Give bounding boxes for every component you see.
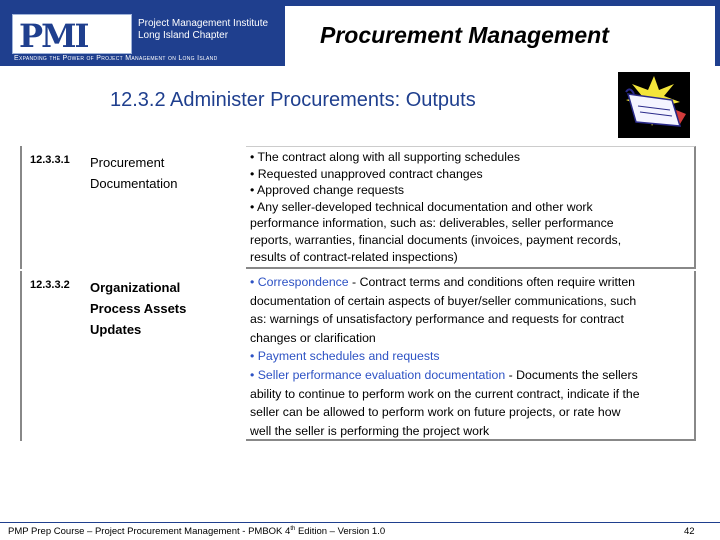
org-name — [138, 18, 268, 42]
tagline: Expanding the Power of Project Management on Long Island — [14, 55, 218, 62]
description-line: • Approved change requests — [250, 183, 405, 198]
description-line: ability to continue to perform work on the current contract, indicate if the — [250, 386, 640, 401]
row-name-line: Documentation — [90, 176, 178, 191]
row-description-cell — [246, 146, 696, 269]
row-description — [250, 273, 696, 440]
row-name-line: Process Assets — [90, 301, 187, 316]
table-row — [20, 146, 696, 269]
item-text: - Documents the sellers — [505, 367, 638, 382]
description-line: • Any seller-developed technical documentation and other work — [250, 199, 593, 214]
footer-text-part: Edition – Version 1.0 — [295, 526, 386, 538]
footer-text — [8, 526, 385, 537]
description-line: results of contract-related inspections) — [250, 249, 458, 264]
footer-text-part: PMP Prep Course – Project Procurement Management - PMBOK 4 — [8, 526, 291, 538]
page-number: 42 — [684, 526, 695, 537]
item-heading: • Payment schedules and requests — [250, 349, 440, 364]
logo-text: PMI — [19, 17, 88, 55]
row-number: 12.3.3.1 — [30, 154, 70, 166]
org-name-line2: Long Island Chapter — [138, 30, 229, 41]
description-line — [250, 273, 696, 292]
item-heading: • Seller performance evaluation documentation — [250, 367, 506, 382]
description-line: • The contract along with all supporting schedules — [250, 150, 520, 164]
footer-superscript: th — [290, 526, 296, 532]
table-row — [20, 271, 696, 441]
slide-subtitle: 12.3.2 Administer Procurements: Outputs — [110, 89, 476, 111]
row-name-line: Organizational — [90, 280, 181, 295]
item-heading: • Correspondence — [250, 275, 349, 289]
slide-title: Procurement Management — [320, 22, 609, 48]
item-text: - Contract terms and conditions often require written — [348, 275, 636, 289]
description-line: seller can be allowed to perform work on future projects, or rate how — [250, 405, 621, 420]
description-line — [250, 366, 696, 385]
row-description — [250, 149, 696, 265]
description-line: as: warnings of unsatisfactory performance and requests for contract — [250, 312, 624, 327]
description-line: reports, warranties, financial documents (invoices, payment records, — [250, 232, 622, 247]
row-name — [90, 277, 186, 340]
description-line: documentation of certain aspects of buyer/seller communications, such — [250, 293, 637, 308]
contract-scroll-icon — [618, 72, 690, 138]
row-name-cell — [82, 146, 244, 269]
row-number-cell — [20, 146, 80, 269]
description-line: performance information, such as: deliverables, seller performance — [250, 216, 614, 231]
row-description-cell — [246, 271, 696, 441]
description-line: well the seller is performing the project work — [250, 423, 490, 438]
row-name-line: Updates — [90, 322, 142, 337]
row-name — [90, 152, 177, 194]
description-line: • Requested unapproved contract changes — [250, 166, 483, 181]
org-name-line1: Project Management Institute — [138, 18, 269, 29]
pmi-logo — [12, 14, 132, 54]
description-line: changes or clarification — [250, 330, 376, 345]
row-name-line: Procurement — [90, 155, 165, 170]
row-number: 12.3.3.2 — [30, 279, 70, 291]
row-number-cell — [20, 271, 80, 441]
footer-divider — [0, 522, 720, 523]
row-name-cell — [82, 271, 244, 441]
